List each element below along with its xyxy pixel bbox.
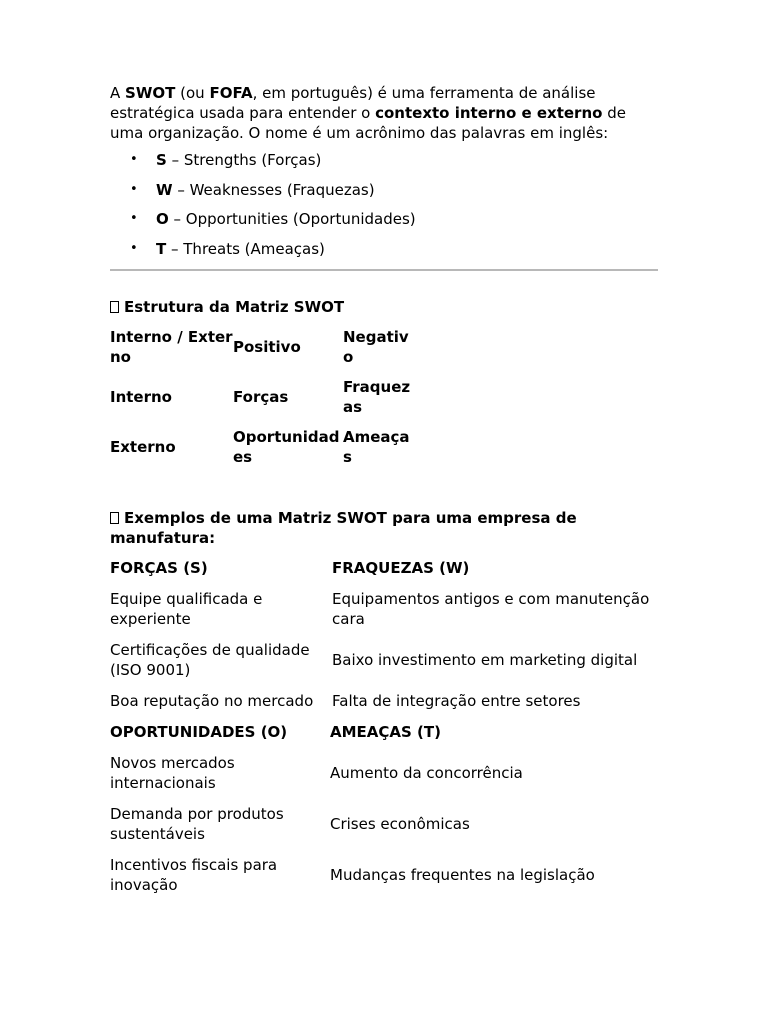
table-cell: Mudanças frequentes na legislação	[330, 865, 595, 884]
table-row	[110, 680, 658, 711]
table-cell: Negativo	[343, 327, 409, 366]
list-item	[110, 239, 658, 259]
table-header-row	[110, 722, 658, 742]
fofa-term: FOFA	[209, 84, 253, 102]
list-item	[110, 180, 658, 200]
missing-glyph-icon	[110, 301, 119, 313]
table-row	[110, 367, 413, 417]
table-cell: Crises econômicas	[330, 814, 470, 833]
examples-heading	[110, 508, 658, 548]
column-header: FRAQUEZAS (W)	[332, 558, 470, 577]
intro-text: A	[110, 84, 126, 102]
intro-paragraph	[110, 83, 658, 143]
structure-heading	[110, 297, 658, 317]
table-cell: Fraquezas	[343, 377, 411, 416]
table-row	[110, 417, 413, 467]
opportunities-threats-table	[110, 722, 658, 895]
table-cell: Interno	[110, 387, 172, 406]
table-cell: Baixo investimento em marketing digital	[332, 650, 638, 669]
table-cell: Interno / Externo	[110, 327, 233, 366]
acronym-meaning: – Weaknesses (Fraquezas)	[172, 180, 375, 199]
missing-glyph-icon	[110, 512, 119, 524]
acronym-letter: S	[156, 151, 167, 169]
swot-acronym-list	[110, 150, 658, 259]
bullet-icon: •	[130, 181, 138, 197]
strengths-weaknesses-table	[110, 558, 658, 711]
column-header: OPORTUNIDADES (O)	[110, 722, 288, 741]
table-row	[110, 578, 658, 629]
column-header: AMEAÇAS (T)	[330, 722, 441, 741]
table-row	[110, 742, 658, 793]
table-row	[110, 793, 658, 844]
acronym-letter: O	[156, 210, 169, 229]
context-term: contexto interno e externo	[375, 104, 603, 122]
table-cell: Demanda por produtos sustentáveis	[110, 804, 284, 843]
table-row	[110, 844, 658, 895]
table-cell: Falta de integração entre setores	[332, 691, 581, 710]
bullet-icon: •	[130, 241, 138, 257]
table-cell: Certificações de qualidade (ISO 9001)	[110, 640, 310, 679]
swot-structure-table	[110, 327, 413, 467]
table-cell: Incentivos fiscais para inovação	[110, 855, 278, 894]
list-item	[110, 209, 658, 229]
swot-term: SWOT	[125, 84, 176, 102]
table-cell: Boa reputação no mercado	[110, 691, 314, 710]
acronym-meaning: – Strengths (Forças)	[166, 151, 322, 169]
list-item	[110, 150, 658, 170]
intro-text: de uma organização. O nome é um acrônimo das palavras em inglês:	[110, 104, 626, 142]
table-cell: Positivo	[233, 337, 301, 356]
table-cell: Forças	[233, 387, 289, 406]
table-cell: Equipe qualificada e experiente	[110, 589, 263, 628]
table-cell: Externo	[110, 437, 176, 456]
document-page	[110, 83, 658, 895]
table-cell: Oportunidades	[233, 427, 340, 466]
examples-heading-text: Exemplos de uma Matriz SWOT para uma empresa de manufatura:	[110, 508, 577, 547]
table-cell: Novos mercados internacionais	[110, 753, 235, 792]
table-cell: Aumento da concorrência	[330, 763, 523, 782]
acronym-letter: W	[156, 180, 173, 199]
column-header: FORÇAS (S)	[110, 558, 208, 577]
acronym-meaning: – Opportunities (Oportunidades)	[168, 210, 416, 229]
table-row	[110, 629, 658, 680]
intro-text: , em português) é uma ferramenta de análise estratégica usada para entender o	[110, 84, 596, 122]
table-cell: Ameaças	[343, 427, 410, 466]
acronym-meaning: – Threats (Ameaças)	[166, 240, 325, 259]
intro-text: (ou	[175, 84, 210, 102]
structure-heading-text: Estrutura da Matriz SWOT	[124, 297, 345, 316]
table-header-row	[110, 558, 658, 578]
table-row	[110, 327, 413, 367]
bullet-icon: •	[130, 152, 138, 167]
acronym-letter: T	[156, 240, 167, 259]
horizontal-divider	[110, 269, 658, 271]
bullet-icon: •	[130, 211, 138, 227]
table-cell: Equipamentos antigos e com manutenção cara	[332, 589, 650, 628]
